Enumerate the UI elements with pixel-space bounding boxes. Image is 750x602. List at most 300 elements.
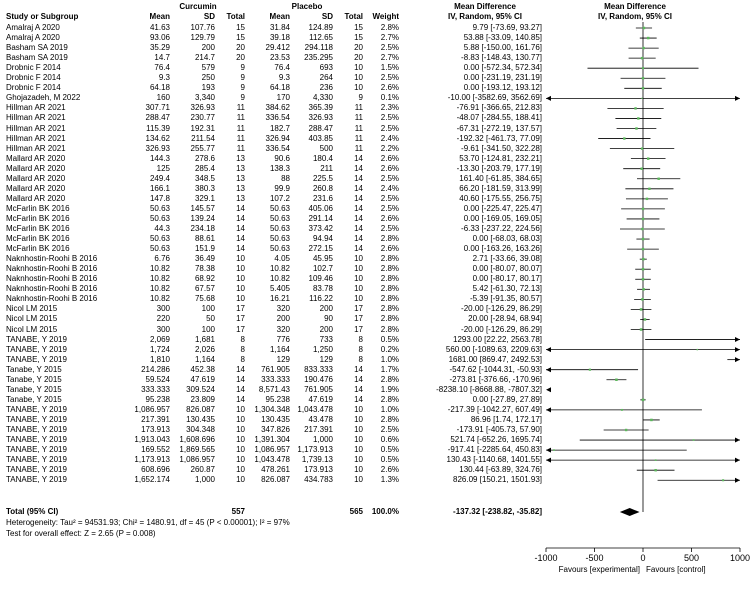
study-n1-cell: 10 bbox=[236, 425, 245, 434]
study-sd2-cell: 291.14 bbox=[308, 213, 333, 223]
study-sd2-cell: 405.06 bbox=[308, 203, 333, 213]
study-sd2-cell: 43.478 bbox=[308, 414, 333, 424]
study-m1-cell: 50.63 bbox=[149, 244, 170, 254]
study-study-cell: Hillman AR 2021 bbox=[6, 133, 66, 143]
study-m2-cell: 90.6 bbox=[274, 153, 290, 163]
study-study-cell: Amalraj A 2020 bbox=[6, 33, 60, 43]
study-m1-cell: 59.524 bbox=[145, 374, 170, 384]
study-sd2-cell: 235.295 bbox=[304, 53, 333, 63]
study-study-cell: TANABE, Y 2019 bbox=[6, 334, 67, 344]
study-m2-cell: 95.238 bbox=[265, 394, 290, 404]
study-sd1-cell: 50 bbox=[206, 314, 215, 324]
study-ci-cell: 86.96 [1.74, 172.17] bbox=[470, 414, 542, 424]
study-m1-cell: 41.63 bbox=[149, 23, 170, 32]
study-sd1-cell: 230.77 bbox=[190, 113, 215, 123]
study-w-cell: 2.7% bbox=[380, 33, 399, 43]
study-w-cell: 2.5% bbox=[380, 203, 399, 213]
study-w-cell: 1.0% bbox=[380, 354, 399, 364]
study-study-cell: Mallard AR 2020 bbox=[6, 153, 66, 163]
study-study-cell: Basham SA 2019 bbox=[6, 53, 68, 63]
point-estimate bbox=[553, 449, 555, 451]
study-n1-cell: 11 bbox=[236, 123, 245, 133]
study-n2-cell: 11 bbox=[354, 133, 363, 143]
study-n2-cell: 10 bbox=[354, 63, 363, 73]
study-study-cell: Naknhostin-Roohi B 2016 bbox=[6, 274, 98, 284]
study-m1-cell: 10.82 bbox=[149, 284, 170, 294]
ci-arrow-left bbox=[546, 387, 551, 392]
study-m2-cell: 336.54 bbox=[265, 143, 290, 153]
study-m2-cell: 107.2 bbox=[269, 193, 290, 203]
study-sd2-cell: 500 bbox=[319, 143, 333, 153]
study-sd2-cell: 173.913 bbox=[304, 465, 333, 475]
total-column-header-2: Total bbox=[344, 12, 363, 21]
study-m2-cell: 384.62 bbox=[265, 103, 290, 113]
study-n2-cell: 10 bbox=[354, 83, 363, 93]
study-n1-cell: 10 bbox=[236, 435, 245, 445]
study-sd1-cell: 1,608.696 bbox=[179, 435, 215, 445]
study-m1-cell: 160 bbox=[156, 93, 170, 103]
ci-arrow-left bbox=[546, 367, 551, 372]
total-label: Total (95% CI) bbox=[6, 507, 59, 516]
study-sd2-cell: 833.333 bbox=[304, 364, 333, 374]
study-study-cell: McFarlin BK 2016 bbox=[6, 203, 70, 213]
study-m2-cell: 1,164 bbox=[269, 344, 290, 354]
total-ci: -137.32 [-238.82, -35.82] bbox=[453, 507, 542, 516]
study-ci-cell: 0.00 [-163.26, 163.26] bbox=[463, 244, 542, 254]
study-n1-cell: 20 bbox=[236, 53, 245, 63]
study-w-cell: 0.5% bbox=[380, 455, 399, 465]
study-study-cell: Nicol LM 2015 bbox=[6, 314, 58, 324]
study-study-cell: Basham SA 2019 bbox=[6, 43, 68, 53]
study-w-cell: 0.5% bbox=[380, 445, 399, 455]
ci-column-header-plot: IV, Random, 95% CI bbox=[598, 12, 672, 21]
study-study-cell: Naknhostin-Roohi B 2016 bbox=[6, 254, 98, 264]
ci-arrow-right bbox=[735, 357, 740, 362]
x-tick-label: 1000 bbox=[729, 553, 750, 563]
study-n2-cell: 11 bbox=[354, 103, 363, 113]
study-n2-cell: 14 bbox=[354, 183, 363, 193]
ci-arrow-right bbox=[735, 337, 740, 342]
study-n2-cell: 10 bbox=[354, 284, 363, 294]
study-m2-cell: 9.3 bbox=[278, 73, 290, 83]
study-w-cell: 2.6% bbox=[380, 244, 399, 254]
study-n1-cell: 9 bbox=[240, 93, 245, 103]
study-m2-cell: 478.261 bbox=[261, 465, 290, 475]
study-sd1-cell: 1,681 bbox=[194, 334, 215, 344]
study-n2-cell: 11 bbox=[354, 123, 363, 133]
study-w-cell: 2.6% bbox=[380, 163, 399, 173]
study-study-cell: McFarlin BK 2016 bbox=[6, 234, 70, 244]
study-m1-cell: 214.286 bbox=[141, 364, 170, 374]
sd-column-header-2: SD bbox=[321, 12, 333, 21]
study-n1-cell: 13 bbox=[236, 163, 245, 173]
study-sd2-cell: 236 bbox=[319, 83, 333, 93]
study-m2-cell: 50.63 bbox=[269, 234, 290, 244]
study-study-cell: Drobnic F 2014 bbox=[6, 73, 61, 83]
study-sd2-cell: 761.905 bbox=[304, 384, 333, 394]
study-m1-cell: 95.238 bbox=[145, 394, 170, 404]
study-m2-cell: 39.18 bbox=[269, 33, 290, 43]
study-m1-cell: 288.47 bbox=[145, 113, 170, 123]
study-sd2-cell: 90 bbox=[324, 314, 333, 324]
study-study-cell: Drobnic F 2014 bbox=[6, 63, 61, 73]
study-sd2-cell: 373.42 bbox=[308, 224, 333, 233]
study-m2-cell: 99.9 bbox=[274, 183, 290, 193]
study-m1-cell: 1,173.913 bbox=[134, 455, 170, 465]
study-w-cell: 2.5% bbox=[380, 123, 399, 133]
study-sd1-cell: 826.087 bbox=[186, 404, 215, 414]
study-ci-cell: -13.30 [-203.79, 177.19] bbox=[456, 163, 542, 173]
point-estimate bbox=[640, 308, 643, 311]
study-w-cell: 2.5% bbox=[380, 113, 399, 123]
mean-column-header-1: Mean bbox=[149, 12, 170, 21]
study-m1-cell: 217.391 bbox=[141, 414, 170, 424]
study-ci-cell: 161.40 [-61.85, 384.65] bbox=[459, 173, 542, 183]
study-sd1-cell: 200 bbox=[201, 43, 215, 53]
study-w-cell: 1.5% bbox=[380, 63, 399, 73]
study-sd1-cell: 78.38 bbox=[194, 264, 215, 274]
study-m1-cell: 144.3 bbox=[149, 153, 170, 163]
study-n1-cell: 10 bbox=[236, 294, 245, 304]
study-sd2-cell: 1,043.478 bbox=[297, 404, 333, 414]
study-n2-cell: 20 bbox=[354, 43, 363, 53]
study-sd1-cell: 2,026 bbox=[194, 344, 215, 354]
study-n2-cell: 14 bbox=[354, 234, 363, 244]
study-study-cell: Naknhostin-Roohi B 2016 bbox=[6, 294, 98, 304]
study-m1-cell: 50.63 bbox=[149, 203, 170, 213]
point-estimate bbox=[635, 127, 637, 129]
study-m1-cell: 10.82 bbox=[149, 264, 170, 274]
heterogeneity-text: Heterogeneity: Tau² = 94531.93; Chi² = 1480.91, df = 45 (P < 0.00001); I² = 97% bbox=[6, 518, 290, 527]
study-sd2-cell: 116.22 bbox=[309, 294, 333, 304]
study-w-cell: 1.3% bbox=[380, 475, 399, 485]
study-w-cell: 0.6% bbox=[380, 435, 399, 445]
study-m2-cell: 10.82 bbox=[269, 264, 290, 274]
study-ci-cell: 0.00 [-80.17, 80.17] bbox=[472, 274, 542, 284]
point-estimate bbox=[642, 268, 645, 271]
study-m1-cell: 608.696 bbox=[141, 465, 170, 475]
study-sd2-cell: 211 bbox=[320, 163, 333, 173]
total-column-header-1: Total bbox=[226, 12, 245, 21]
study-m1-cell: 50.63 bbox=[149, 234, 170, 244]
study-study-cell: Hillman AR 2021 bbox=[6, 143, 66, 153]
study-sd1-cell: 100 bbox=[201, 304, 215, 314]
ci-arrow-left bbox=[546, 347, 551, 352]
study-sd1-cell: 23.809 bbox=[190, 394, 215, 404]
study-m2-cell: 50.63 bbox=[269, 224, 290, 233]
study-m2-cell: 8,571.43 bbox=[258, 384, 290, 394]
study-ci-cell: -48.07 [-284.55, 188.41] bbox=[456, 113, 542, 123]
x-tick-label: -500 bbox=[585, 553, 604, 563]
study-m2-cell: 182.7 bbox=[269, 123, 290, 133]
study-ci-cell: -273.81 [-376.66, -170.96] bbox=[449, 374, 542, 384]
study-ci-cell: 1293.00 [22.22, 2563.78] bbox=[453, 334, 542, 344]
study-n1-cell: 13 bbox=[236, 173, 245, 183]
study-study-cell: Mallard AR 2020 bbox=[6, 163, 66, 173]
study-m1-cell: 76.4 bbox=[154, 63, 170, 73]
study-m1-cell: 1,086.957 bbox=[134, 404, 170, 414]
study-n1-cell: 14 bbox=[236, 364, 245, 374]
study-sd2-cell: 109.46 bbox=[308, 274, 333, 284]
point-estimate bbox=[657, 178, 659, 180]
study-n2-cell: 14 bbox=[354, 163, 363, 173]
point-estimate bbox=[634, 107, 636, 109]
study-w-cell: 2.5% bbox=[380, 73, 399, 83]
study-n1-cell: 10 bbox=[236, 414, 245, 424]
point-estimate bbox=[642, 67, 644, 69]
study-sd1-cell: 255.77 bbox=[190, 143, 215, 153]
study-sd1-cell: 1,164 bbox=[194, 354, 215, 364]
ci-arrow-left bbox=[546, 407, 551, 412]
study-n1-cell: 17 bbox=[236, 304, 245, 314]
study-w-cell: 2.8% bbox=[380, 23, 399, 32]
study-n1-cell: 17 bbox=[236, 324, 245, 334]
study-sd2-cell: 200 bbox=[319, 304, 333, 314]
study-m2-cell: 31.84 bbox=[269, 23, 290, 32]
md-header-table: Mean Difference bbox=[454, 2, 516, 11]
study-study-cell: TANABE, Y 2019 bbox=[6, 404, 67, 414]
study-m2-cell: 1,391.304 bbox=[254, 435, 290, 445]
study-m1-cell: 326.93 bbox=[145, 143, 170, 153]
study-ci-cell: 66.20 [-181.59, 313.99] bbox=[459, 183, 542, 193]
point-estimate bbox=[646, 198, 648, 200]
study-n1-cell: 9 bbox=[240, 73, 245, 83]
point-estimate bbox=[654, 469, 656, 471]
study-sd1-cell: 329.1 bbox=[194, 193, 215, 203]
study-ci-cell: -76.91 [-366.65, 212.83] bbox=[456, 103, 542, 113]
study-n2-cell: 17 bbox=[354, 324, 363, 334]
study-sd2-cell: 272.15 bbox=[308, 244, 333, 254]
study-m2-cell: 761.905 bbox=[261, 364, 290, 374]
study-sd1-cell: 214.7 bbox=[194, 53, 215, 63]
study-ci-cell: 0.00 [-169.05, 169.05] bbox=[463, 213, 542, 223]
study-n2-cell: 20 bbox=[354, 53, 363, 63]
study-study-cell: Naknhostin-Roohi B 2016 bbox=[6, 284, 98, 294]
study-n2-cell: 17 bbox=[354, 304, 363, 314]
study-n1-cell: 10 bbox=[236, 274, 245, 284]
study-w-cell: 1.7% bbox=[380, 364, 399, 374]
study-sd1-cell: 68.92 bbox=[194, 274, 215, 284]
study-n1-cell: 10 bbox=[236, 254, 245, 264]
favours-control-label: Favours [control] bbox=[646, 565, 706, 574]
study-ci-cell: -192.32 [-461.73, 77.09] bbox=[456, 133, 542, 143]
study-ci-cell: 20.00 [-28.94, 68.94] bbox=[468, 314, 542, 324]
study-m2-cell: 50.63 bbox=[269, 244, 290, 254]
study-m1-cell: 333.333 bbox=[141, 384, 170, 394]
mean-column-header-2: Mean bbox=[269, 12, 290, 21]
study-m2-cell: 4.05 bbox=[274, 254, 290, 264]
study-ci-cell: 5.42 [-61.30, 72.13] bbox=[472, 284, 542, 294]
study-w-cell: 2.4% bbox=[380, 183, 399, 193]
total-n-control: 565 bbox=[349, 507, 363, 516]
study-sd1-cell: 67.57 bbox=[194, 284, 215, 294]
study-sd1-cell: 47.619 bbox=[190, 374, 215, 384]
study-study-cell: TANABE, Y 2019 bbox=[6, 435, 67, 445]
study-m1-cell: 115.39 bbox=[146, 123, 170, 133]
study-n1-cell: 17 bbox=[236, 314, 245, 324]
study-m1-cell: 300 bbox=[156, 324, 170, 334]
study-w-cell: 2.5% bbox=[380, 43, 399, 53]
study-sd2-cell: 231.6 bbox=[312, 193, 333, 203]
point-estimate bbox=[722, 479, 724, 481]
study-study-cell: TANABE, Y 2019 bbox=[6, 414, 67, 424]
study-ci-cell: 130.43 [-1140.68, 1401.55] bbox=[446, 455, 542, 465]
study-sd2-cell: 288.47 bbox=[308, 123, 333, 133]
study-sd1-cell: 304.348 bbox=[186, 425, 215, 434]
study-m2-cell: 76.4 bbox=[274, 63, 290, 73]
study-ci-cell: 53.70 [-124.81, 232.21] bbox=[459, 153, 542, 163]
point-estimate bbox=[697, 349, 698, 350]
study-n2-cell: 10 bbox=[354, 465, 363, 475]
study-study-cell: Tanabe, Y 2015 bbox=[6, 364, 62, 374]
point-estimate bbox=[647, 37, 649, 39]
study-n1-cell: 13 bbox=[236, 153, 245, 163]
ci-arrow-right bbox=[735, 458, 740, 463]
study-m1-cell: 169.552 bbox=[141, 445, 170, 455]
study-w-cell: 2.3% bbox=[380, 103, 399, 113]
group-header-experimental: Curcumin bbox=[179, 2, 217, 11]
study-sd1-cell: 107.76 bbox=[190, 23, 215, 32]
study-ci-cell: 2.71 [-33.66, 39.08] bbox=[472, 254, 542, 264]
study-sd1-cell: 88.61 bbox=[194, 234, 215, 244]
study-study-cell: Hillman AR 2021 bbox=[6, 123, 66, 133]
ci-arrow-right bbox=[735, 438, 740, 443]
study-ci-cell: 0.00 [-68.03, 68.03] bbox=[472, 234, 542, 244]
study-w-cell: 2.6% bbox=[380, 153, 399, 163]
study-sd1-cell: 1,869.565 bbox=[179, 445, 215, 455]
study-n2-cell: 15 bbox=[354, 33, 363, 43]
study-n2-cell: 17 bbox=[354, 314, 363, 324]
study-w-cell: 2.8% bbox=[380, 374, 399, 384]
study-n1-cell: 8 bbox=[240, 334, 245, 344]
study-study-cell: Tanabe, Y 2015 bbox=[6, 374, 62, 384]
study-sd1-cell: 326.93 bbox=[190, 103, 215, 113]
study-n1-cell: 10 bbox=[236, 284, 245, 294]
study-study-cell: Drobnic F 2014 bbox=[6, 83, 61, 93]
study-sd1-cell: 211.54 bbox=[191, 133, 215, 143]
study-sd1-cell: 1,086.957 bbox=[179, 455, 215, 465]
point-estimate bbox=[625, 429, 627, 431]
study-w-cell: 2.5% bbox=[380, 193, 399, 203]
study-n2-cell: 10 bbox=[354, 435, 363, 445]
study-sd2-cell: 217.391 bbox=[304, 425, 333, 434]
study-ci-cell: -6.33 [-237.22, 224.56] bbox=[461, 224, 542, 233]
study-m2-cell: 5.405 bbox=[269, 284, 290, 294]
study-m2-cell: 336.54 bbox=[265, 113, 290, 123]
overall-effect-text: Test for overall effect: Z = 2.65 (P = 0.008) bbox=[6, 529, 156, 538]
study-n1-cell: 10 bbox=[236, 455, 245, 465]
study-m2-cell: 88 bbox=[281, 173, 290, 183]
study-n2-cell: 11 bbox=[354, 113, 363, 123]
study-w-cell: 2.8% bbox=[380, 234, 399, 244]
study-study-cell: TANABE, Y 2019 bbox=[6, 425, 67, 434]
study-w-cell: 2.8% bbox=[380, 284, 399, 294]
ci-arrow-left bbox=[546, 458, 551, 463]
study-n2-cell: 14 bbox=[354, 153, 363, 163]
study-study-cell: TANABE, Y 2019 bbox=[6, 354, 67, 364]
study-n2-cell: 10 bbox=[354, 445, 363, 455]
study-m2-cell: 776 bbox=[276, 334, 290, 344]
study-n1-cell: 10 bbox=[236, 264, 245, 274]
ci-arrow-left bbox=[546, 96, 551, 101]
study-n1-cell: 8 bbox=[240, 354, 245, 364]
study-m1-cell: 6.76 bbox=[154, 254, 170, 264]
ci-arrow-right bbox=[735, 478, 740, 483]
study-sd1-cell: 75.68 bbox=[194, 294, 215, 304]
ci-arrow-right bbox=[735, 347, 740, 352]
study-n2-cell: 8 bbox=[358, 334, 363, 344]
study-ci-cell: 0.00 [-231.19, 231.19] bbox=[463, 73, 542, 83]
study-study-cell: Amalraj A 2020 bbox=[6, 23, 60, 32]
study-study-cell: TANABE, Y 2019 bbox=[6, 465, 67, 475]
study-w-cell: 2.8% bbox=[380, 414, 399, 424]
study-n2-cell: 14 bbox=[354, 244, 363, 254]
study-ci-cell: -20.00 [-126.29, 86.29] bbox=[461, 324, 542, 334]
favours-experimental-label: Favours [experimental] bbox=[558, 565, 640, 574]
study-sd1-cell: 145.57 bbox=[190, 203, 215, 213]
study-w-cell: 1.0% bbox=[380, 404, 399, 414]
ci-arrow-left bbox=[546, 448, 551, 453]
study-w-cell: 0.1% bbox=[380, 93, 399, 103]
study-ci-cell: 5.88 [-150.00, 161.76] bbox=[463, 43, 542, 53]
point-estimate bbox=[693, 439, 695, 441]
study-n1-cell: 13 bbox=[236, 183, 245, 193]
study-study-cell: TANABE, Y 2019 bbox=[6, 455, 67, 465]
study-m1-cell: 35.29 bbox=[149, 43, 170, 53]
study-n1-cell: 10 bbox=[236, 445, 245, 455]
study-m1-cell: 10.82 bbox=[149, 274, 170, 284]
study-m2-cell: 320 bbox=[276, 304, 290, 314]
study-n2-cell: 14 bbox=[354, 173, 363, 183]
study-m1-cell: 9.3 bbox=[158, 73, 170, 83]
study-study-cell: Ghojazadeh, M 2022 bbox=[6, 93, 81, 103]
study-m2-cell: 1,304.348 bbox=[254, 404, 290, 414]
study-n1-cell: 9 bbox=[240, 63, 245, 73]
study-study-cell: Hillman AR 2021 bbox=[6, 103, 66, 113]
study-w-cell: 2.6% bbox=[380, 465, 399, 475]
study-sd1-cell: 260.87 bbox=[190, 465, 215, 475]
study-n1-cell: 14 bbox=[236, 203, 245, 213]
study-w-cell: 2.7% bbox=[380, 53, 399, 63]
study-study-cell: Mallard AR 2020 bbox=[6, 173, 66, 183]
study-n1-cell: 11 bbox=[236, 103, 245, 113]
study-n1-cell: 10 bbox=[236, 475, 245, 485]
study-sd2-cell: 83.78 bbox=[312, 284, 333, 294]
study-m2-cell: 23.53 bbox=[269, 53, 290, 63]
study-sd2-cell: 94.94 bbox=[312, 234, 333, 244]
study-w-cell: 2.8% bbox=[380, 264, 399, 274]
study-n2-cell: 14 bbox=[354, 213, 363, 223]
study-sd2-cell: 47.619 bbox=[308, 394, 333, 404]
study-n2-cell: 9 bbox=[358, 93, 363, 103]
study-ci-cell: -9.61 [-341.50, 322.28] bbox=[461, 143, 542, 153]
study-m1-cell: 307.71 bbox=[145, 103, 170, 113]
study-ci-cell: 0.00 [-80.07, 80.07] bbox=[472, 264, 542, 274]
study-sd2-cell: 200 bbox=[319, 324, 333, 334]
study-sd1-cell: 193 bbox=[201, 83, 215, 93]
point-estimate bbox=[642, 87, 644, 89]
point-estimate bbox=[641, 98, 642, 99]
study-n2-cell: 10 bbox=[354, 254, 363, 264]
point-estimate bbox=[644, 318, 647, 321]
study-sd2-cell: 264 bbox=[319, 73, 333, 83]
study-m2-cell: 64.18 bbox=[269, 83, 290, 93]
x-tick-label: -1000 bbox=[534, 553, 558, 563]
study-n1-cell: 13 bbox=[236, 193, 245, 203]
point-estimate bbox=[641, 147, 643, 149]
study-n1-cell: 14 bbox=[236, 213, 245, 223]
study-study-cell: Naknhostin-Roohi B 2016 bbox=[6, 264, 98, 274]
